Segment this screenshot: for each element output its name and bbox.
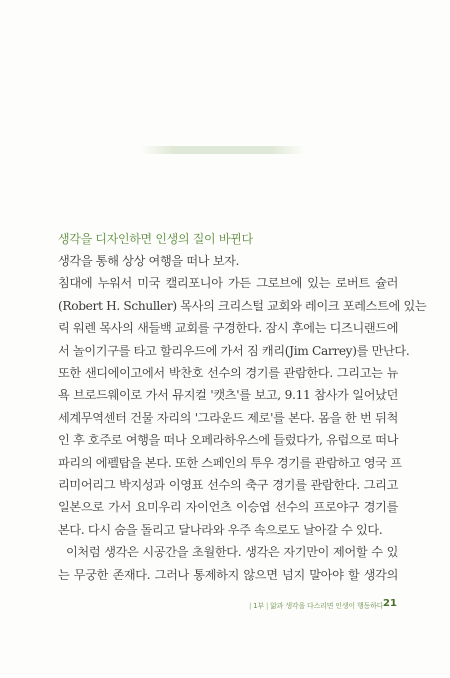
text-line: 릭 워렌 목사의 새들백 교회를 구경한다. 잠시 후에는 디즈니랜드에	[58, 321, 399, 336]
text-line: (Robert H. Schuller) 목사의 크리스털 교회와 레이크 포레스트에 있는	[58, 298, 427, 313]
text-line: 일본으로 가서 요미우리 자이언츠 이승엽 선수의 프로야구 경기를	[58, 500, 398, 515]
body-text	[58, 250, 427, 586]
text-line: 리미어리그 박지성과 이영표 선수의 축구 경기를 관람한다. 그리고	[58, 478, 398, 493]
text-line: 세계무역센터 건물 자리의 '그라운드 제로'를 본다. 몸을 한 번 뒤척	[58, 410, 398, 425]
page-number: 21	[383, 598, 397, 609]
text-line: 인 후 호주로 여행을 떠나 오페라하우스에 들렀다가, 유럽으로 떠나	[58, 433, 399, 448]
text-line: 생각을 통해 상상 여행을 떠나 보자.	[58, 254, 240, 268]
text-line: 는 무궁한 존재다. 그러나 통제하지 않으면 넘지 말아야 할 생각의	[58, 567, 398, 582]
text-line: 서 놀이기구를 타고 할리우드에 가서 짐 캐리(Jim Carrey)를 만난다.	[58, 343, 410, 358]
text-line: 본다. 다시 숨을 돌리고 달나라와 우주 속으로도 날아갈 수 있다.	[58, 522, 383, 537]
section-heading: 생각을 디자인하면 인생의 질이 바뀐다	[58, 232, 253, 246]
text-line: 침대에 누워서 미국 캘리포니아 가든 그로브에 있는 로버트 슐러	[58, 276, 398, 291]
running-footer: | 1부 | 앎과 생각을 다스리면 인생이 행동하다	[249, 602, 384, 610]
text-line: 파리의 에펠탑을 본다. 또한 스페인의 투우 경기를 관람하고 영국 프	[58, 455, 402, 470]
decorative-line	[140, 146, 305, 154]
footer-title: 앎과 생각을 다스리면 인생이 행동하다	[270, 602, 384, 610]
text-line: 이처럼 생각은 시공간을 초월한다. 생각은 자기만이 제어할 수 있	[66, 545, 398, 560]
text-line: 또한 샌디에이고에서 박찬호 선수의 경기를 관람한다. 그리고는 뉴	[58, 366, 398, 381]
footer-part: 1부	[253, 602, 264, 610]
text-line: 욕 브로드웨이로 가서 뮤지컬 '캣츠'를 보고, 9.11 참사가 일어났던	[58, 388, 398, 403]
